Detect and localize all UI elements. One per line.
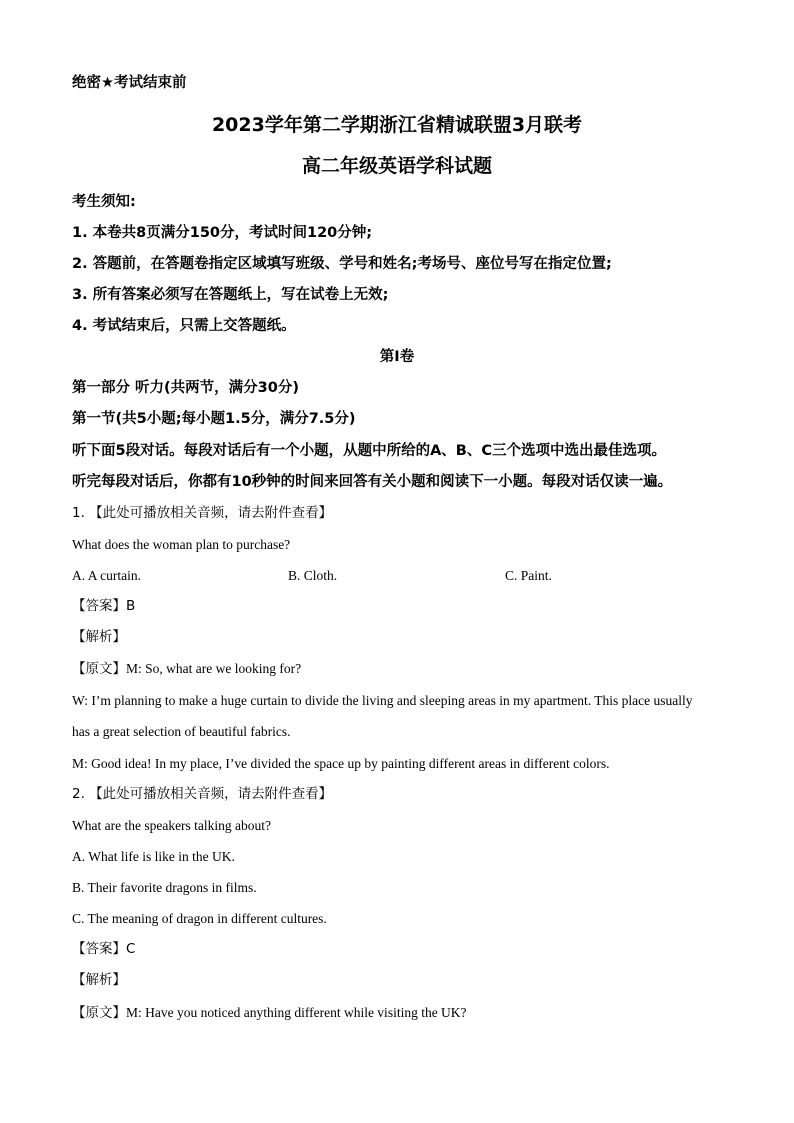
transcript-line: has a great selection of beautiful fabrics. — [72, 724, 291, 739]
option-a: A. What life is like in the UK. — [72, 849, 235, 864]
audio-link-q2[interactable]: 2. 【此处可播放相关音频，请去附件查看】 — [72, 786, 333, 802]
transcript-line: 【原文】M: Have you noticed anything different while visiting the UK? — [72, 1005, 467, 1020]
question-text: What are the speakers talking about? — [72, 818, 272, 833]
analysis-label: 【解析】 — [72, 972, 126, 988]
notice-heading: 考生须知: — [72, 194, 136, 210]
page-title: 2023学年第二学期浙江省精诚联盟3月联考 — [211, 114, 583, 136]
option-b: B. Their favorite dragons in films. — [72, 880, 257, 895]
notice-item: 4. 考试结束后，只需上交答题纸。 — [72, 318, 296, 334]
section-title: 第一节(共5小题;每小题1.5分，满分7.5分) — [72, 411, 356, 427]
notice-item: 1. 本卷共8页满分150分，考试时间120分钟; — [72, 225, 373, 241]
transcript-line: 【原文】M: So, what are we looking for? — [72, 661, 302, 676]
part-title: 第一部分 听力(共两节，满分30分) — [72, 380, 299, 396]
answer-label: 【答案】C — [72, 941, 136, 957]
secret-label: 绝密★考试结束前 — [72, 75, 187, 91]
option-c: C. Paint. — [505, 568, 552, 583]
analysis-label: 【解析】 — [72, 629, 126, 645]
option-b: B. Cloth. — [288, 568, 338, 583]
option-a: A. A curtain. — [72, 568, 141, 583]
answer-label: 【答案】B — [72, 598, 136, 614]
instructions-line: 听完每段对话后，你都有10秒钟的时间来回答有关小题和阅读下一小题。每段对话仅读一遍。 — [72, 474, 673, 490]
transcript-line: M: Good idea! In my place, I’ve divided the space up by painting different areas in different colors. — [72, 756, 610, 771]
notice-item: 2. 答题前，在答题卷指定区域填写班级、学号和姓名;考场号、座位号写在指定位置; — [72, 256, 612, 272]
volume-heading: 第I卷 — [379, 349, 415, 365]
page-subtitle: 高二年级英语学科试题 — [301, 155, 492, 177]
question-text: What does the woman plan to purchase? — [72, 537, 291, 552]
audio-link-q1[interactable]: 1. 【此处可播放相关音频，请去附件查看】 — [72, 505, 333, 521]
notice-item: 3. 所有答案必须写在答题纸上，写在试卷上无效; — [72, 287, 389, 303]
instructions-line: 听下面5段对话。每段对话后有一个小题，从题中所给的A、B、C三个选项中选出最佳选项。 — [72, 443, 667, 459]
transcript-line: W: I’m planning to make a huge curtain to divide the living and sleeping areas in my apartment. This place usually — [72, 693, 693, 708]
option-c: C. The meaning of dragon in different cultures. — [72, 911, 327, 926]
